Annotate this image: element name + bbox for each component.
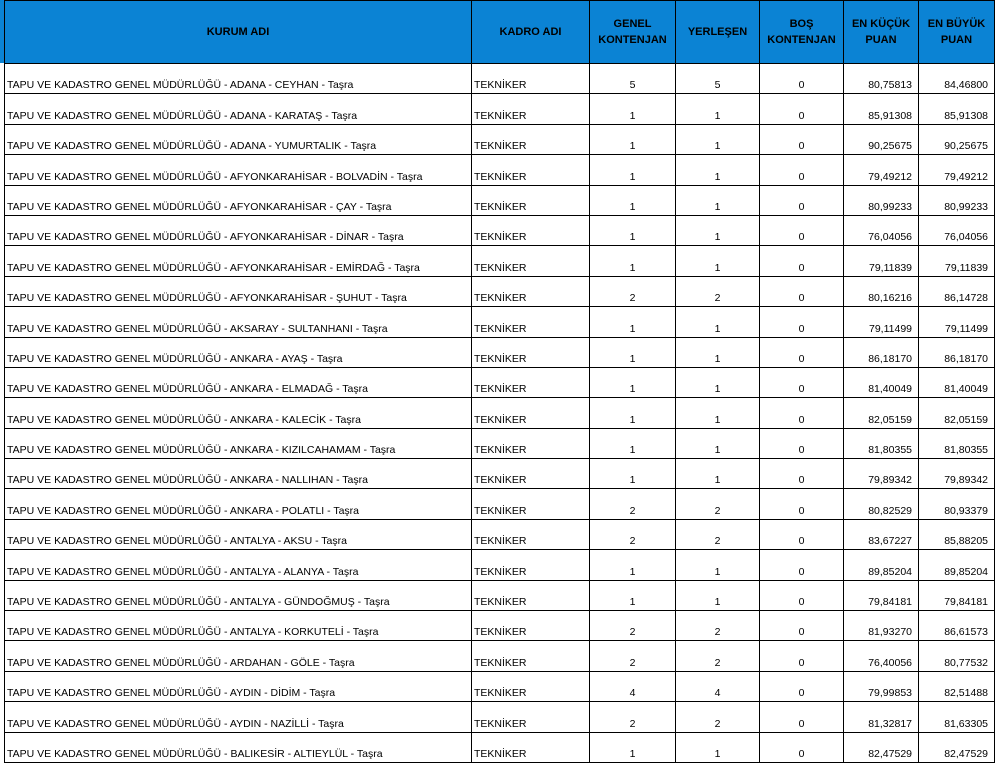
- cell-bos-kontenjan: 0: [760, 185, 844, 215]
- cell-bos-kontenjan: 0: [760, 489, 844, 519]
- cell-bos-kontenjan: 0: [760, 337, 844, 367]
- cell-bos-kontenjan: 0: [760, 398, 844, 428]
- cell-kurum: TAPU VE KADASTRO GENEL MÜDÜRLÜĞÜ - ANKARA - KALECİK - Taşra: [5, 398, 472, 428]
- cell-kadro: TEKNİKER: [472, 337, 590, 367]
- header-kurum: KURUM ADI: [5, 1, 472, 64]
- placement-table: [4, 0, 995, 763]
- table-row: [5, 641, 995, 671]
- cell-en-kucuk-puan: 79,49212: [844, 155, 919, 185]
- cell-en-kucuk-puan: 86,18170: [844, 337, 919, 367]
- cell-bos-kontenjan: 0: [760, 580, 844, 610]
- cell-kurum: TAPU VE KADASTRO GENEL MÜDÜRLÜĞÜ - AFYONKARAHİSAR - DİNAR - Taşra: [5, 215, 472, 245]
- header-en-buyuk-puan: [919, 1, 995, 64]
- table-row: [5, 732, 995, 762]
- table-row: [5, 398, 995, 428]
- cell-yerlesen: 1: [676, 94, 760, 124]
- cell-yerlesen: 2: [676, 489, 760, 519]
- cell-en-buyuk-puan: 89,85204: [919, 550, 995, 580]
- cell-kurum: TAPU VE KADASTRO GENEL MÜDÜRLÜĞÜ - AFYONKARAHİSAR - ŞUHUT - Taşra: [5, 276, 472, 306]
- cell-yerlesen: 1: [676, 215, 760, 245]
- cell-kadro: TEKNİKER: [472, 94, 590, 124]
- cell-genel-kontenjan: 2: [590, 489, 676, 519]
- cell-en-kucuk-puan: 80,99233: [844, 185, 919, 215]
- cell-en-kucuk-puan: 81,40049: [844, 367, 919, 397]
- cell-yerlesen: 1: [676, 398, 760, 428]
- header-genel-line1: GENEL: [613, 18, 652, 30]
- cell-kurum: TAPU VE KADASTRO GENEL MÜDÜRLÜĞÜ - ANKARA - AYAŞ - Taşra: [5, 337, 472, 367]
- cell-yerlesen: 1: [676, 124, 760, 154]
- cell-en-kucuk-puan: 76,40056: [844, 641, 919, 671]
- cell-genel-kontenjan: 1: [590, 337, 676, 367]
- cell-genel-kontenjan: 2: [590, 611, 676, 641]
- cell-yerlesen: 2: [676, 641, 760, 671]
- cell-genel-kontenjan: 2: [590, 641, 676, 671]
- cell-kurum: TAPU VE KADASTRO GENEL MÜDÜRLÜĞÜ - AYDIN - DİDİM - Taşra: [5, 671, 472, 701]
- cell-kurum: TAPU VE KADASTRO GENEL MÜDÜRLÜĞÜ - ANKARA - POLATLI - Taşra: [5, 489, 472, 519]
- header-bos-line2: KONTENJAN: [767, 34, 836, 46]
- cell-bos-kontenjan: 0: [760, 550, 844, 580]
- cell-kadro: TEKNİKER: [472, 732, 590, 762]
- cell-genel-kontenjan: 1: [590, 732, 676, 762]
- cell-en-kucuk-puan: 85,91308: [844, 94, 919, 124]
- cell-genel-kontenjan: 1: [590, 580, 676, 610]
- cell-kadro: TEKNİKER: [472, 519, 590, 549]
- spreadsheet: [4, 0, 994, 763]
- cell-en-buyuk-puan: 85,88205: [919, 519, 995, 549]
- table-row: [5, 367, 995, 397]
- cell-yerlesen: 1: [676, 459, 760, 489]
- header-bos-line1: BOŞ: [789, 18, 814, 30]
- cell-kurum: TAPU VE KADASTRO GENEL MÜDÜRLÜĞÜ - AYDIN - NAZİLLİ - Taşra: [5, 702, 472, 732]
- cell-en-buyuk-puan: 86,14728: [919, 276, 995, 306]
- header-genel-line2: KONTENJAN: [598, 34, 667, 46]
- cell-kurum: TAPU VE KADASTRO GENEL MÜDÜRLÜĞÜ - ANTALYA - AKSU - Taşra: [5, 519, 472, 549]
- cell-genel-kontenjan: 1: [590, 94, 676, 124]
- cell-en-buyuk-puan: 79,84181: [919, 580, 995, 610]
- table-row: [5, 611, 995, 641]
- cell-yerlesen: 1: [676, 246, 760, 276]
- cell-kadro: TEKNİKER: [472, 459, 590, 489]
- cell-en-kucuk-puan: 79,99853: [844, 671, 919, 701]
- cell-en-kucuk-puan: 82,05159: [844, 398, 919, 428]
- table-row: [5, 337, 995, 367]
- cell-genel-kontenjan: 1: [590, 185, 676, 215]
- cell-en-kucuk-puan: 76,04056: [844, 215, 919, 245]
- cell-en-kucuk-puan: 81,93270: [844, 611, 919, 641]
- cell-yerlesen: 1: [676, 155, 760, 185]
- cell-en-kucuk-puan: 82,47529: [844, 732, 919, 762]
- cell-en-kucuk-puan: 80,75813: [844, 64, 919, 94]
- cell-genel-kontenjan: 1: [590, 215, 676, 245]
- cell-en-kucuk-puan: 79,84181: [844, 580, 919, 610]
- table-row: [5, 64, 995, 94]
- cell-kadro: TEKNİKER: [472, 611, 590, 641]
- cell-kurum: TAPU VE KADASTRO GENEL MÜDÜRLÜĞÜ - ANTALYA - GÜNDOĞMUŞ - Taşra: [5, 580, 472, 610]
- cell-yerlesen: 1: [676, 428, 760, 458]
- cell-en-buyuk-puan: 81,80355: [919, 428, 995, 458]
- cell-yerlesen: 2: [676, 519, 760, 549]
- table-row: [5, 489, 995, 519]
- cell-kurum: TAPU VE KADASTRO GENEL MÜDÜRLÜĞÜ - ANTALYA - ALANYA - Taşra: [5, 550, 472, 580]
- cell-bos-kontenjan: 0: [760, 671, 844, 701]
- table-row: [5, 246, 995, 276]
- cell-en-kucuk-puan: 89,85204: [844, 550, 919, 580]
- cell-bos-kontenjan: 0: [760, 611, 844, 641]
- cell-kurum: TAPU VE KADASTRO GENEL MÜDÜRLÜĞÜ - ANKARA - ELMADAĞ - Taşra: [5, 367, 472, 397]
- cell-en-kucuk-puan: 90,25675: [844, 124, 919, 154]
- cell-kadro: TEKNİKER: [472, 124, 590, 154]
- cell-en-buyuk-puan: 76,04056: [919, 215, 995, 245]
- header-bos-kontenjan: [760, 1, 844, 64]
- table-row: [5, 94, 995, 124]
- cell-kurum: TAPU VE KADASTRO GENEL MÜDÜRLÜĞÜ - AFYONKARAHİSAR - EMİRDAĞ - Taşra: [5, 246, 472, 276]
- cell-yerlesen: 1: [676, 732, 760, 762]
- header-en-kucuk-puan: [844, 1, 919, 64]
- cell-kurum: TAPU VE KADASTRO GENEL MÜDÜRLÜĞÜ - AFYONKARAHİSAR - ÇAY - Taşra: [5, 185, 472, 215]
- cell-bos-kontenjan: 0: [760, 641, 844, 671]
- cell-kurum: TAPU VE KADASTRO GENEL MÜDÜRLÜĞÜ - ADANA - CEYHAN - Taşra: [5, 64, 472, 94]
- cell-yerlesen: 4: [676, 671, 760, 701]
- cell-bos-kontenjan: 0: [760, 428, 844, 458]
- header-genel-kontenjan: [590, 1, 676, 64]
- cell-yerlesen: 1: [676, 185, 760, 215]
- cell-en-kucuk-puan: 81,32817: [844, 702, 919, 732]
- cell-genel-kontenjan: 1: [590, 428, 676, 458]
- table-row: [5, 428, 995, 458]
- cell-kadro: TEKNİKER: [472, 580, 590, 610]
- cell-en-buyuk-puan: 80,93379: [919, 489, 995, 519]
- header-max-line2: PUAN: [940, 34, 973, 46]
- cell-kadro: TEKNİKER: [472, 489, 590, 519]
- cell-genel-kontenjan: 1: [590, 459, 676, 489]
- cell-yerlesen: 1: [676, 550, 760, 580]
- cell-yerlesen: 1: [676, 367, 760, 397]
- cell-bos-kontenjan: 0: [760, 215, 844, 245]
- cell-en-kucuk-puan: 83,67227: [844, 519, 919, 549]
- cell-kadro: TEKNİKER: [472, 246, 590, 276]
- cell-genel-kontenjan: 1: [590, 550, 676, 580]
- cell-genel-kontenjan: 2: [590, 702, 676, 732]
- cell-genel-kontenjan: 1: [590, 307, 676, 337]
- cell-en-buyuk-puan: 82,05159: [919, 398, 995, 428]
- cell-bos-kontenjan: 0: [760, 64, 844, 94]
- cell-kadro: TEKNİKER: [472, 276, 590, 306]
- cell-bos-kontenjan: 0: [760, 519, 844, 549]
- table-row: [5, 702, 995, 732]
- cell-kadro: TEKNİKER: [472, 367, 590, 397]
- cell-genel-kontenjan: 1: [590, 367, 676, 397]
- cell-kadro: TEKNİKER: [472, 215, 590, 245]
- table-row: [5, 459, 995, 489]
- table-row: [5, 185, 995, 215]
- cell-en-buyuk-puan: 85,91308: [919, 94, 995, 124]
- table-row: [5, 124, 995, 154]
- cell-yerlesen: 2: [676, 702, 760, 732]
- cell-en-buyuk-puan: 79,89342: [919, 459, 995, 489]
- table-row: [5, 550, 995, 580]
- cell-kadro: TEKNİKER: [472, 155, 590, 185]
- cell-en-buyuk-puan: 86,18170: [919, 337, 995, 367]
- cell-kurum: TAPU VE KADASTRO GENEL MÜDÜRLÜĞÜ - AKSARAY - SULTANHANI - Taşra: [5, 307, 472, 337]
- cell-yerlesen: 1: [676, 580, 760, 610]
- header-max-line1: EN BÜYÜK: [927, 18, 986, 30]
- cell-en-buyuk-puan: 90,25675: [919, 124, 995, 154]
- cell-kadro: TEKNİKER: [472, 428, 590, 458]
- header-kadro: KADRO ADI: [472, 1, 590, 64]
- cell-en-buyuk-puan: 84,46800: [919, 64, 995, 94]
- cell-genel-kontenjan: 2: [590, 276, 676, 306]
- cell-bos-kontenjan: 0: [760, 702, 844, 732]
- cell-genel-kontenjan: 1: [590, 124, 676, 154]
- cell-bos-kontenjan: 0: [760, 459, 844, 489]
- table-row: [5, 276, 995, 306]
- cell-en-buyuk-puan: 81,40049: [919, 367, 995, 397]
- cell-yerlesen: 2: [676, 611, 760, 641]
- cell-kadro: TEKNİKER: [472, 398, 590, 428]
- cell-kadro: TEKNİKER: [472, 550, 590, 580]
- cell-genel-kontenjan: 1: [590, 155, 676, 185]
- cell-en-buyuk-puan: 79,49212: [919, 155, 995, 185]
- table-row: [5, 580, 995, 610]
- cell-en-kucuk-puan: 79,11499: [844, 307, 919, 337]
- cell-kurum: TAPU VE KADASTRO GENEL MÜDÜRLÜĞÜ - ANTALYA - KORKUTELİ - Taşra: [5, 611, 472, 641]
- cell-kurum: TAPU VE KADASTRO GENEL MÜDÜRLÜĞÜ - ADANA - KARATAŞ - Taşra: [5, 94, 472, 124]
- cell-kurum: TAPU VE KADASTRO GENEL MÜDÜRLÜĞÜ - ANKARA - NALLIHAN - Taşra: [5, 459, 472, 489]
- table-row: [5, 671, 995, 701]
- cell-en-buyuk-puan: 82,47529: [919, 732, 995, 762]
- header-yerlesen: YERLEŞEN: [676, 1, 760, 64]
- cell-bos-kontenjan: 0: [760, 246, 844, 276]
- cell-bos-kontenjan: 0: [760, 367, 844, 397]
- table-row: [5, 155, 995, 185]
- cell-genel-kontenjan: 5: [590, 64, 676, 94]
- cell-bos-kontenjan: 0: [760, 155, 844, 185]
- cell-genel-kontenjan: 2: [590, 519, 676, 549]
- cell-genel-kontenjan: 1: [590, 398, 676, 428]
- cell-kurum: TAPU VE KADASTRO GENEL MÜDÜRLÜĞÜ - ARDAHAN - GÖLE - Taşra: [5, 641, 472, 671]
- cell-yerlesen: 1: [676, 337, 760, 367]
- cell-kurum: TAPU VE KADASTRO GENEL MÜDÜRLÜĞÜ - AFYONKARAHİSAR - BOLVADİN - Taşra: [5, 155, 472, 185]
- cell-kurum: TAPU VE KADASTRO GENEL MÜDÜRLÜĞÜ - ANKARA - KIZILCAHAMAM - Taşra: [5, 428, 472, 458]
- cell-kadro: TEKNİKER: [472, 307, 590, 337]
- cell-bos-kontenjan: 0: [760, 307, 844, 337]
- cell-kadro: TEKNİKER: [472, 641, 590, 671]
- cell-kadro: TEKNİKER: [472, 702, 590, 732]
- cell-genel-kontenjan: 1: [590, 246, 676, 276]
- header-row: [5, 1, 995, 64]
- cell-genel-kontenjan: 4: [590, 671, 676, 701]
- cell-en-buyuk-puan: 82,51488: [919, 671, 995, 701]
- cell-en-kucuk-puan: 80,82529: [844, 489, 919, 519]
- cell-yerlesen: 2: [676, 276, 760, 306]
- cell-en-kucuk-puan: 79,11839: [844, 246, 919, 276]
- cell-en-buyuk-puan: 81,63305: [919, 702, 995, 732]
- header-min-line2: PUAN: [865, 34, 897, 46]
- cell-bos-kontenjan: 0: [760, 276, 844, 306]
- cell-kurum: TAPU VE KADASTRO GENEL MÜDÜRLÜĞÜ - BALIKESİR - ALTIEYLÜL - Taşra: [5, 732, 472, 762]
- cell-en-buyuk-puan: 80,99233: [919, 185, 995, 215]
- cell-en-buyuk-puan: 79,11499: [919, 307, 995, 337]
- cell-bos-kontenjan: 0: [760, 124, 844, 154]
- cell-yerlesen: 5: [676, 64, 760, 94]
- cell-yerlesen: 1: [676, 307, 760, 337]
- cell-bos-kontenjan: 0: [760, 732, 844, 762]
- table-row: [5, 215, 995, 245]
- cell-kurum: TAPU VE KADASTRO GENEL MÜDÜRLÜĞÜ - ADANA - YUMURTALIK - Taşra: [5, 124, 472, 154]
- cell-en-kucuk-puan: 79,89342: [844, 459, 919, 489]
- cell-kadro: TEKNİKER: [472, 185, 590, 215]
- cell-bos-kontenjan: 0: [760, 94, 844, 124]
- cell-en-buyuk-puan: 86,61573: [919, 611, 995, 641]
- cell-kadro: TEKNİKER: [472, 671, 590, 701]
- table-row: [5, 519, 995, 549]
- cell-en-buyuk-puan: 79,11839: [919, 246, 995, 276]
- header-min-line1: EN KÜÇÜK: [851, 18, 911, 30]
- cell-en-buyuk-puan: 80,77532: [919, 641, 995, 671]
- table-row: [5, 307, 995, 337]
- cell-en-kucuk-puan: 81,80355: [844, 428, 919, 458]
- cell-kadro: TEKNİKER: [472, 64, 590, 94]
- cell-en-kucuk-puan: 80,16216: [844, 276, 919, 306]
- table-body: [5, 64, 995, 763]
